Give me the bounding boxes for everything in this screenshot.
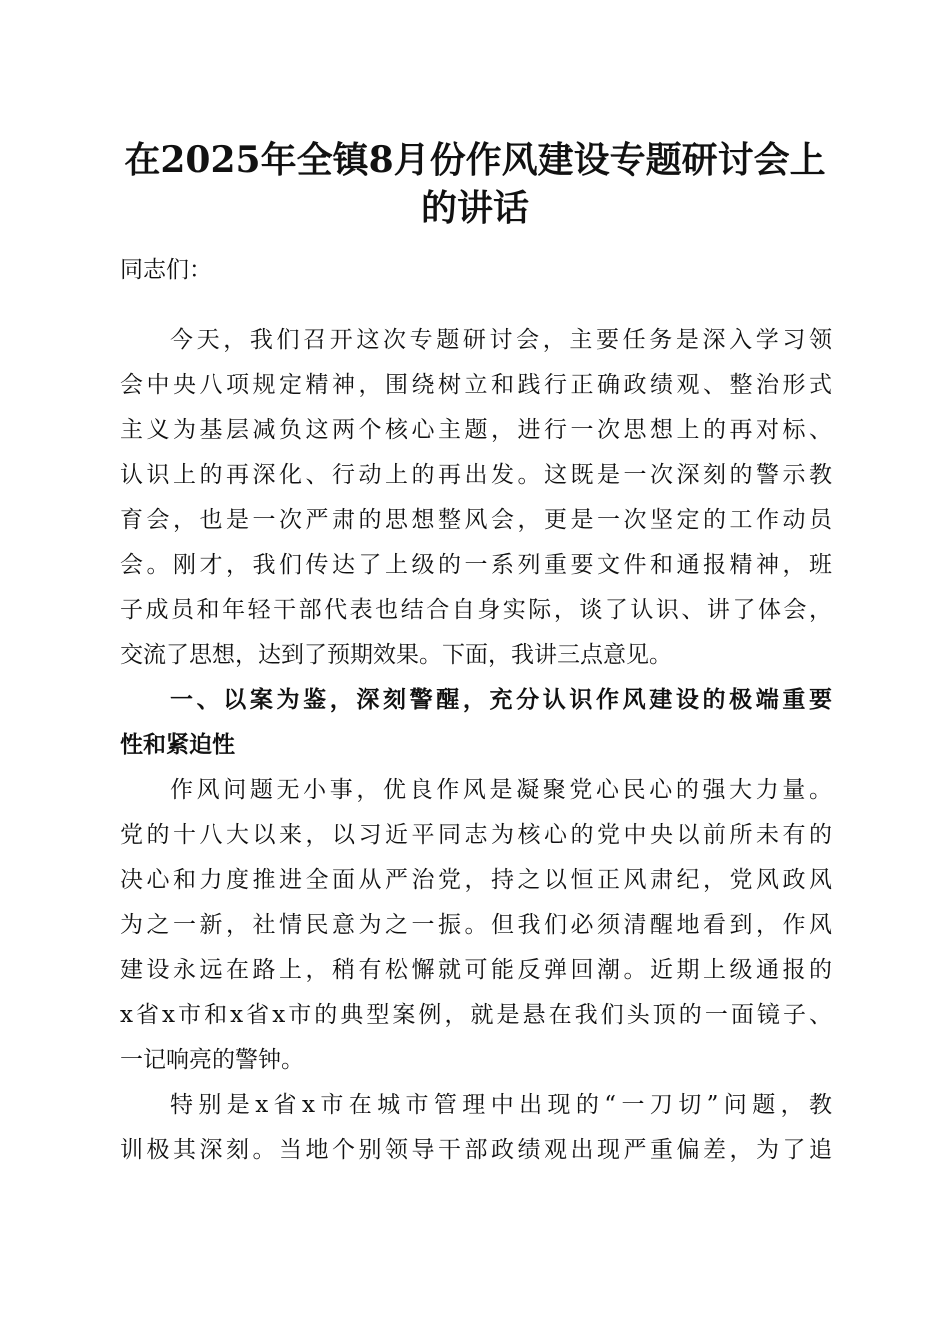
para3-line-2: 训极其深刻。当地个别领导干部政绩观出现严重偏差，为了追 [120,1137,832,1163]
salutation: 同志们： [120,257,212,283]
para2-line-6: x省x市和x省x市的典型案例，就是悬在我们头顶的一面镜子、 [120,1002,832,1028]
intro-line-4: 认识上的再深化、行动上的再出发。这既是一次深刻的警示教 [120,462,832,488]
intro-line-3: 主义为基层减负这两个核心主题，进行一次思想上的再对标、 [120,417,832,443]
document-title-line-2: 的讲话 [420,187,529,229]
section-heading-line-2: 性和紧迫性 [120,732,235,758]
intro-line-8: 交流了思想，达到了预期效果。下面，我讲三点意见。 [120,642,672,668]
intro-line-6: 会。刚才，我们传达了上级的一系列重要文件和通报精神，班 [120,552,832,578]
para2-line-1: 作风问题无小事，优良作风是凝聚党心民心的强大力量。 [170,777,832,803]
para2-line-7: 一记响亮的警钟。 [120,1047,304,1073]
intro-line-1: 今天，我们召开这次专题研讨会，主要任务是深入学习领 [170,327,832,353]
intro-line-7: 子成员和年轻干部代表也结合自身实际，谈了认识、讲了体会， [120,597,832,623]
section-heading-line-1: 一、以案为鉴，深刻警醒，充分认识作风建设的极端重要 [170,687,832,713]
intro-line-5: 育会，也是一次严肃的思想整风会，更是一次坚定的工作动员 [120,507,832,533]
para2-line-2: 党的十八大以来，以习近平同志为核心的党中央以前所未有的 [120,822,832,848]
para2-line-5: 建设永远在路上，稍有松懈就可能反弹回潮。近期上级通报的 [120,957,832,983]
intro-line-2: 会中央八项规定精神，围绕树立和践行正确政绩观、整治形式 [120,372,832,398]
document-title-line-1: 在2025年全镇8月份作风建设专题研讨会上 [124,139,826,181]
para3-line-1: 特别是x省x市在城市管理中出现的“一刀切”问题，教 [170,1092,832,1118]
para2-line-4: 为之一新，社情民意为之一振。但我们必须清醒地看到，作风 [120,912,832,938]
para2-line-3: 决心和力度推进全面从严治党，持之以恒正风肃纪，党风政风 [120,867,832,893]
